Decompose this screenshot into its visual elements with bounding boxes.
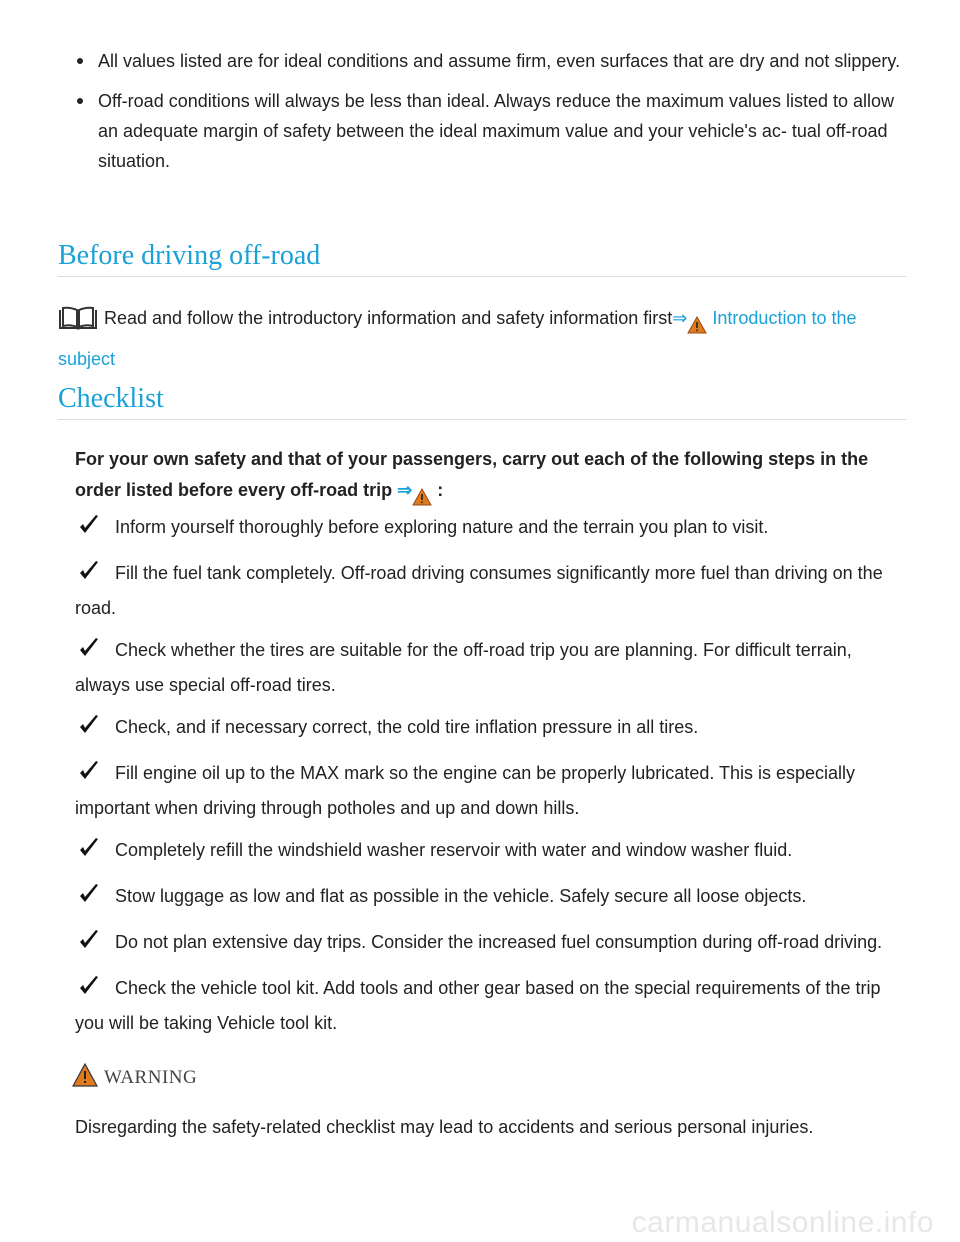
checkmark-icon — [77, 713, 101, 747]
checkmark-icon — [77, 836, 101, 870]
checklist-item: Fill the fuel tank completely. Off-road driving consumes significantly more fuel than driving on the road. — [75, 558, 905, 624]
warning-triangle-icon — [687, 313, 707, 344]
checklist-item: Stow luggage as low and flat as possible in the vehicle. Safely secure all loose objects. — [75, 881, 905, 916]
warning-text: Disregarding the safety-related checklist may lead to accidents and serious personal injuries. — [75, 1117, 814, 1137]
introduction-link[interactable]: Introduction to the subject — [58, 308, 857, 369]
book-icon — [58, 306, 98, 340]
intro-bullet-list — [76, 46, 906, 186]
warning-label: WARNING — [104, 1066, 198, 1088]
arrow-link[interactable]: ⇒ — [397, 480, 413, 500]
checklist-item: Do not plan extensive day trips. Consider the increased fuel consumption during off-road driving. — [75, 927, 905, 962]
bullet-item: All values listed are for ideal conditions and assume firm, even surfaces that are dry and not slippery. — [76, 46, 906, 76]
checklist — [75, 512, 905, 1050]
warning-header — [72, 1063, 197, 1092]
checklist-item: Check, and if necessary correct, the cold tire inflation pressure in all tires. — [75, 712, 905, 747]
bullet-dot — [77, 58, 83, 64]
bullet-item: Off-road conditions will always be less than ideal. Always reduce the maximum values listed to allow an adequate margin of safety between the ideal maximum value and your vehicle's ac- tual off-road situation. — [76, 86, 906, 176]
arrow-link[interactable]: ⇒ — [672, 308, 688, 328]
bullet-dot — [77, 98, 83, 104]
checkmark-icon — [77, 513, 101, 547]
section-heading-before-driving: Before driving off-road — [58, 240, 906, 277]
checkmark-icon — [77, 882, 101, 916]
watermark: carmanualsonline.info — [631, 1206, 934, 1239]
checklist-item: Inform yourself thoroughly before exploring nature and the terrain you plan to visit. — [75, 512, 905, 547]
checklist-lead-text: For your own safety and that of your passengers, carry out each of the following steps in the order listed before every off-road trip ⇒ : — [75, 444, 915, 516]
checklist-item: Check whether the tires are suitable for the off-road trip you are planning. For difficult terrain, always use special off-road tires. — [75, 635, 905, 701]
warning-triangle-icon — [72, 1063, 98, 1092]
checkmark-icon — [77, 974, 101, 1008]
checklist-item: Completely refill the windshield washer reservoir with water and window washer fluid. — [75, 835, 905, 870]
section-heading-checklist: Checklist — [58, 383, 906, 420]
checkmark-icon — [77, 636, 101, 670]
checklist-item: Check the vehicle tool kit. Add tools and other gear based on the special requirements of the trip you will be taking Vehicle tool kit. — [75, 973, 905, 1039]
checkmark-icon — [77, 928, 101, 962]
checkmark-icon — [77, 559, 101, 593]
checklist-item: Fill engine oil up to the MAX mark so the engine can be properly lubricated. This is especially important when driving through potholes and up and down hills. — [75, 758, 905, 824]
checkmark-icon — [77, 759, 101, 793]
intro-paragraph: Read and follow the introductory information and safety information first⇒ Introduction to the subject — [58, 308, 857, 369]
